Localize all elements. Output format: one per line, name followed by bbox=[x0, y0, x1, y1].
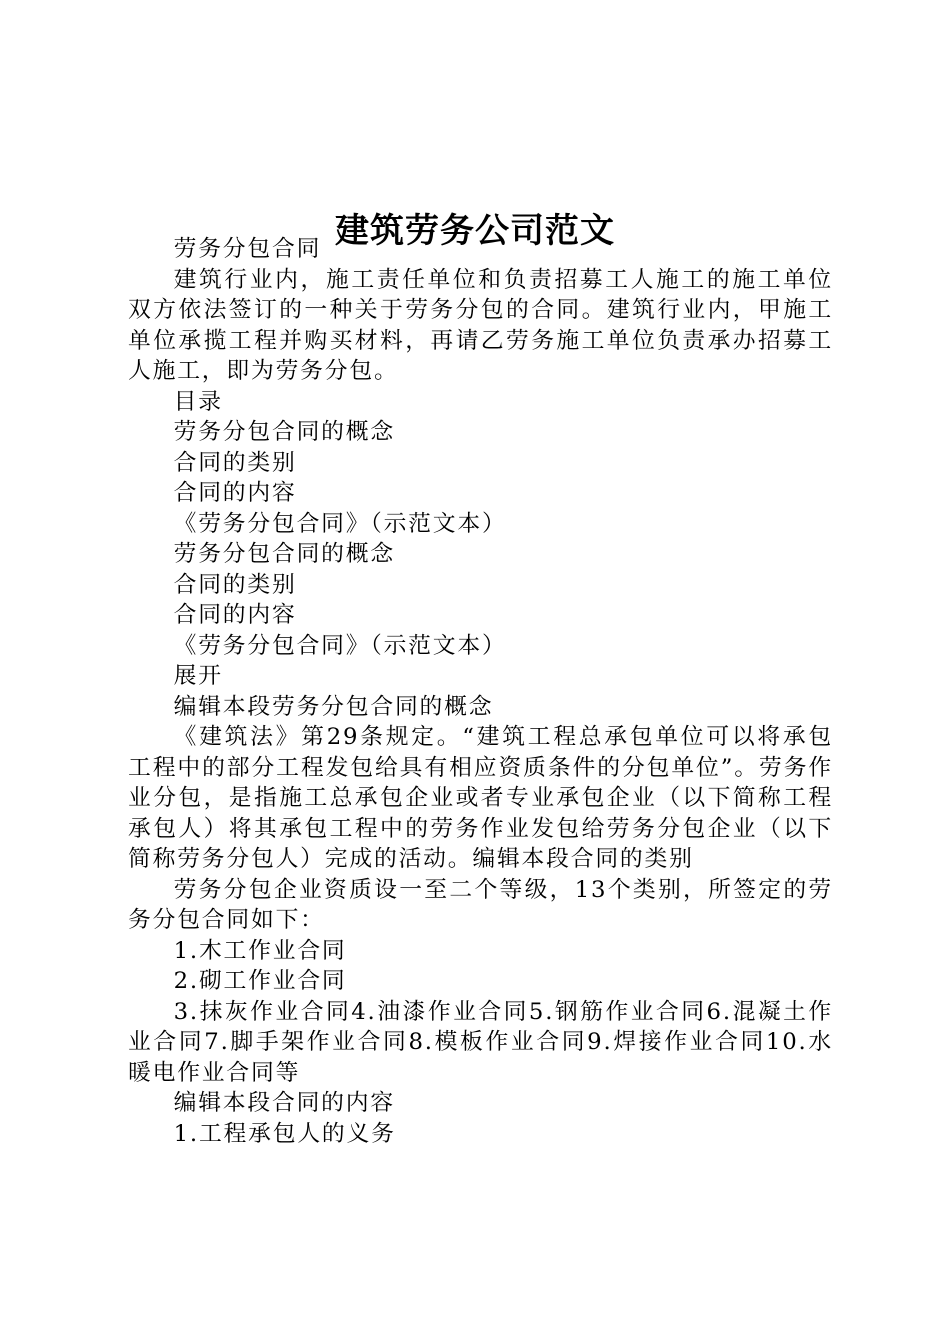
paragraph: 1.木工作业合同 bbox=[173, 937, 347, 964]
paragraph: 劳务分包合同的概念 bbox=[173, 419, 395, 445]
paragraph: 编辑本段合同的内容 bbox=[173, 1090, 395, 1116]
paragraph: 劳务分包合同的概念 bbox=[173, 541, 395, 567]
paragraph: 劳务分包合同 bbox=[173, 236, 322, 262]
paragraph: 3.抹灰作业合同4.油漆作业合同5.钢筋作业合同6.混凝土作业合同7.脚手架作业合同8.模板作业合同9.焊接作业合同10.水暖电作业合同等 bbox=[128, 998, 833, 1086]
paragraph: 合同的类别 bbox=[173, 571, 297, 598]
paragraph: 展开 bbox=[173, 663, 223, 689]
paragraph: 建筑行业内，施工责任单位和负责招募工人施工的施工单位双方依法签订的一种关于劳务分包的合同。建筑行业内，甲施工单位承揽工程并购买材料，再请乙劳务施工单位负责承办招募工人施工，即为劳务分包。 bbox=[128, 266, 833, 384]
paragraph: 编辑本段劳务分包合同的概念 bbox=[173, 693, 494, 720]
paragraph: 《劳务分包合同》（示范文本） bbox=[173, 632, 507, 659]
paragraph: 合同的内容 bbox=[173, 602, 297, 628]
paragraph: 合同的内容 bbox=[173, 480, 297, 506]
paragraph: 劳务分包企业资质设一至二个等级，13个类别，所签定的劳务分包合同如下： bbox=[128, 876, 833, 933]
document-body bbox=[128, 234, 833, 1149]
paragraph: 合同的类别 bbox=[173, 449, 297, 476]
paragraph: 《劳务分包合同》（示范文本） bbox=[173, 510, 507, 537]
paragraph: 目录 bbox=[173, 388, 223, 415]
paragraph: 《建筑法》第29条规定。“建筑工程总承包单位可以将承包工程中的部分工程发包给具有相应资质条件的分包单位”。劳务作业分包，是指施工总承包企业或者专业承包企业（以下简称工程承包人）将其承包工程中的劳务作业发包给劳务分包企业（以下简称劳务分包人）完成的活动。编辑本段合同的类别 bbox=[128, 724, 833, 872]
paragraph: 1.工程承包人的义务 bbox=[173, 1120, 396, 1147]
document-title: 建筑劳务公司范文 bbox=[335, 210, 615, 251]
paragraph: 2.砌工作业合同 bbox=[173, 968, 347, 994]
